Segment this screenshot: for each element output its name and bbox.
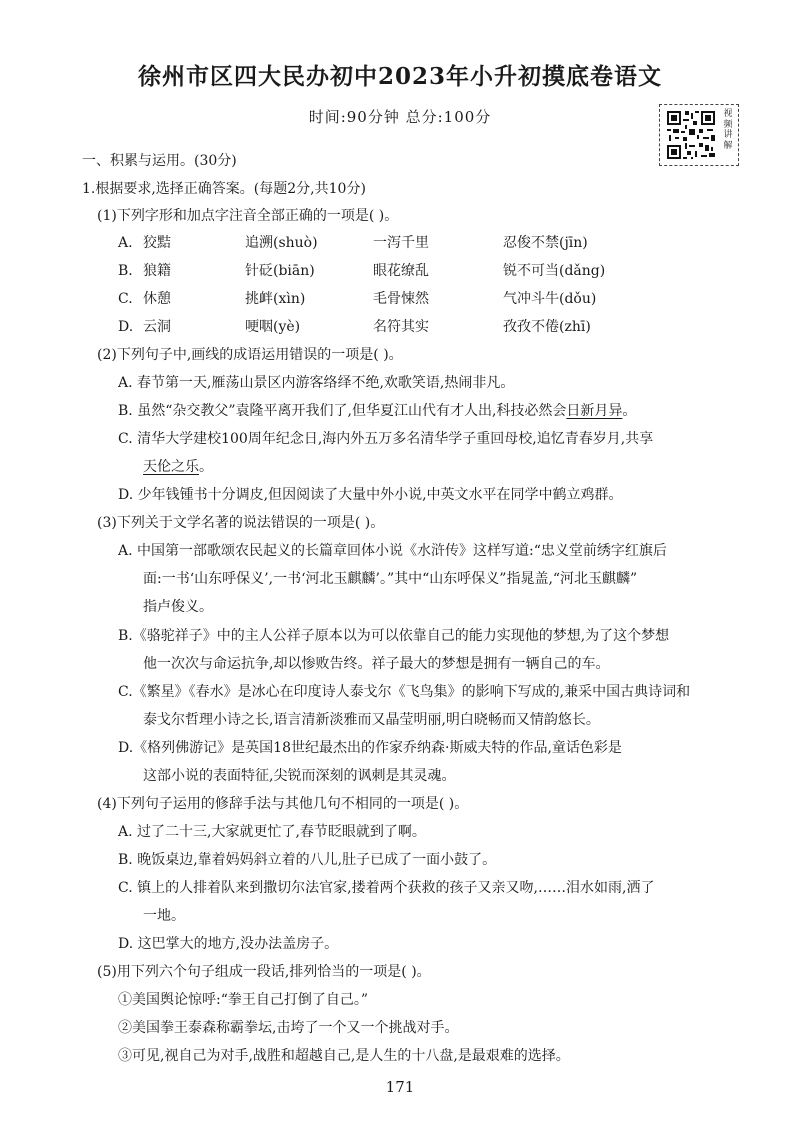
question-1-4-stem: (4)下列句子运用的修辞手法与其他几句不相同的一项是( )。	[97, 796, 469, 812]
option-b-line-2: 他一次次与命运抗争,却以惨败告终。祥子最大的梦想是拥有一辆自己的车。	[143, 656, 610, 672]
option-c-line-1: C.《繁星》《春水》是冰心在印度诗人泰戈尔《飞鸟集》的影响下写成的,兼采中国古典诗词和	[118, 684, 691, 700]
option-text: 。	[199, 459, 213, 475]
option-b-line-1: B.《骆驼祥子》中的主人公祥子原本以为可以依靠自己的能力实现他的梦想,为了这个梦想	[118, 628, 670, 644]
option-letter: B.	[118, 263, 133, 279]
option-text: 。	[622, 403, 637, 419]
option-word: 针砭(biān)	[245, 263, 315, 279]
option-word: 气冲斗牛(dǒu)	[503, 291, 597, 307]
option-letter: C.	[118, 291, 133, 307]
question-1-3-stem: (3)下列关于文学名著的说法错误的一项是( )。	[97, 515, 385, 531]
qr-caption: 视频讲解	[723, 109, 733, 151]
option-word: 狡黠	[143, 235, 171, 251]
underlined-idiom: 天伦之乐	[143, 459, 199, 475]
option-d-line-2: 这部小说的表面特征,尖锐而深刻的讽刺是其灵魂。	[143, 768, 456, 784]
exam-time-score: 时间:90分钟 总分:100分	[308, 108, 492, 126]
option-c-line-2: 泰戈尔哲理小诗之长,语言清新淡雅而又晶莹明丽,明白晓畅而又情韵悠长。	[143, 712, 600, 728]
option-b: B. 晚饭桌边,靠着妈妈斜立着的八儿,肚子已成了一面小鼓了。	[118, 852, 497, 868]
option-d-line-1: D.《格列佛游记》是英国18世纪最杰出的作家乔纳森·斯威夫特的作品,童话色彩是	[118, 740, 622, 756]
option-letter: D.	[118, 319, 134, 335]
option-word: 忍俊不禁(jīn)	[503, 235, 588, 251]
option-word: 毛骨悚然	[373, 291, 429, 307]
option-word: 挑衅(xìn)	[245, 291, 306, 307]
option-a: A. 春节第一天,雁荡山景区内游客络绎不绝,欢歌笑语,热闹非凡。	[118, 375, 515, 391]
option-word: 名符其实	[373, 319, 429, 335]
option-word: 锐不可当(dǎng)	[503, 263, 606, 279]
option-word: 一泻千里	[373, 235, 429, 251]
sentence-1: ①美国舆论惊呼:“拳王自己打倒了自己。”	[118, 992, 369, 1008]
option-text: B. 虽然“杂交教父”袁隆平离开我们了,但华夏江山代有才人出,科技必然会	[118, 403, 567, 419]
option-c-line-2	[143, 458, 213, 476]
option-d: D. 少年钱锺书十分调皮,但因阅读了大量中外小说,中英文水平在同学中鹤立鸡群。	[118, 487, 623, 503]
option-word: 云洞	[143, 319, 171, 335]
question-1-5-stem: (5)用下列六个句子组成一段话,排列恰当的一项是( )。	[97, 964, 431, 980]
option-c-line-2: 一地。	[143, 908, 185, 924]
option-c-line-1: C. 镇上的人排着队来到撒切尔法官家,搂着两个获救的孩子又亲又吻,……泪水如雨,洒了	[118, 880, 655, 896]
question-1-1-stem: (1)下列字形和加点字注音全部正确的一项是( )。	[97, 208, 399, 224]
option-word: 哽咽(yè)	[245, 319, 301, 335]
option-word: 狼籍	[143, 263, 171, 279]
exam-title: 徐州市区四大民办初中2023年小升初摸底卷语文	[137, 63, 662, 90]
qr-code-icon	[665, 109, 717, 161]
option-a-line-1: A. 中国第一部歌颂农民起义的长篇章回体小说《水浒传》这样写道:“忠义堂前绣字红旗后	[118, 543, 667, 559]
option-c-line-1: C. 清华大学建校100周年纪念日,海内外五万多名清华学子重回母校,追忆青春岁月,共享	[118, 431, 654, 447]
section-heading: 一、积累与运用。(30分)	[82, 153, 237, 169]
option-word: 追溯(shuò)	[245, 235, 318, 251]
qr-code-box[interactable]	[659, 104, 739, 166]
option-a-line-3: 指卢俊义。	[143, 599, 213, 615]
option-d: D. 这巴掌大的地方,没办法盖房子。	[118, 936, 339, 952]
option-letter: A.	[118, 235, 133, 251]
option-a-line-2: 面:一书‘山东呼保义’,一书‘河北玉麒麟’。”其中“山东呼保义”指晁盖,“河北玉麒麟”	[143, 571, 638, 587]
question-1-stem: 1.根据要求,选择正确答案。(每题2分,共10分)	[82, 181, 366, 197]
underlined-idiom: 日新月异	[566, 403, 623, 419]
option-a: A. 过了二十三,大家就更忙了,春节眨眼就到了啊。	[118, 824, 426, 840]
page-number: 171	[385, 1078, 415, 1096]
option-word: 眼花缭乱	[373, 263, 429, 279]
question-1-2-stem: (2)下列句子中,画线的成语运用错误的一项是( )。	[97, 347, 403, 363]
sentence-2: ②美国拳王泰森称霸拳坛,击垮了一个又一个挑战对手。	[118, 1020, 459, 1036]
option-b	[118, 402, 636, 420]
option-word: 休憩	[143, 291, 171, 307]
option-word: 孜孜不倦(zhī)	[503, 319, 591, 335]
sentence-3: ③可见,视自己为对手,战胜和超越自己,是人生的十八盘,是最艰难的选择。	[118, 1048, 570, 1064]
